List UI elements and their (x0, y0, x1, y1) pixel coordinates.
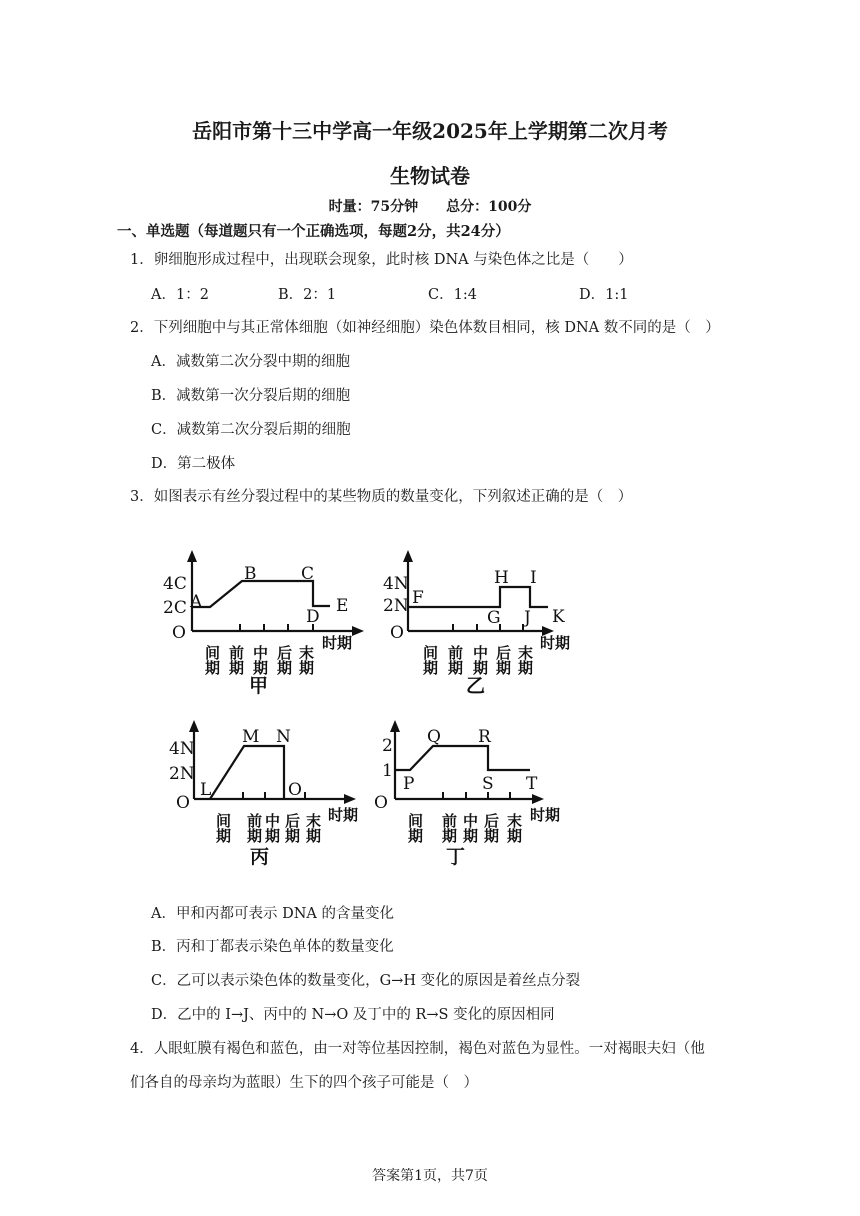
graph-ding-phase-3: 中期 (461, 813, 479, 843)
question-3-stem: 3．如图表示有丝分裂过程中的某些物质的数量变化，下列叙述正确的是（ ） (130, 489, 633, 505)
graph-jia-point-b: B (244, 564, 257, 584)
graph-yi-point-h: H (494, 568, 509, 588)
graph-jia-y-tick-2c: 2C (163, 598, 187, 618)
graph-yi-point-i: I (530, 568, 537, 588)
graph-ding-y-tick-2: 2 (382, 736, 393, 756)
graph-bing-y-tick-4n: 4N (169, 739, 195, 759)
graph-ding-phase-5: 末期 (505, 813, 523, 843)
graph-bing-phase-1: 间期 (214, 813, 232, 843)
graph-jia-y-arrow (187, 550, 197, 562)
exam-subtitle: 生物试卷 (390, 164, 470, 188)
question-4-stem-line2: 们各自的母亲均为蓝眼）生下的四个孩子可能是（ ） (130, 1075, 478, 1091)
question-1-option-a: A．1：2 (151, 287, 209, 303)
graph-yi-phase-4: 后期 (494, 645, 512, 675)
question-1-option-c: C．1:4 (428, 287, 477, 303)
question-3-option-d: D．乙中的 I→J、丙中的 N→O 及丁中的 R→S 变化的原因相同 (151, 1007, 555, 1023)
graph-jia-point-c: C (301, 564, 315, 584)
graph-yi-x-label: 时期 (540, 634, 571, 652)
question-2-option-c: C．减数第二次分裂后期的细胞 (151, 422, 351, 438)
graph-ding-x-label: 时期 (530, 806, 561, 824)
graph-jia-phase-4: 后期 (275, 645, 293, 675)
question-2-stem: 2．下列细胞中与其正常体细胞（如神经细胞）染色体数目相同，核 DNA 数不同的是（ ） (130, 320, 720, 336)
question-1-stem: 1．卵细胞形成过程中，出现联会现象，此时核 DNA 与染色体之比是（ ） (130, 252, 633, 268)
graph-yi-y-tick-2n: 2N (383, 596, 409, 616)
graph-yi-phase-3: 中期 (471, 645, 489, 675)
question-4-stem-line1: 4．人眼虹膜有褐色和蓝色，由一对等位基因控制，褐色对蓝色为显性。一对褐眼夫妇（他 (130, 1041, 705, 1057)
graph-yi-y-tick-4n: 4N (383, 574, 409, 594)
question-1-option-b: B．2：1 (278, 287, 337, 303)
graph-ding-phase-1: 间期 (406, 813, 424, 843)
graph-bing-origin: O (176, 793, 190, 813)
graph-jia (163, 550, 364, 697)
graph-jia-phase-2: 前期 (227, 645, 245, 675)
graph-yi-phase-1: 间期 (421, 645, 439, 675)
graph-bing-phase-4: 后期 (283, 813, 301, 843)
graph-jia-phase-3: 中期 (251, 645, 269, 675)
graph-bing-point-n: N (276, 727, 291, 747)
graph-ding-point-p: P (403, 774, 415, 794)
graph-yi-line (408, 587, 548, 607)
graph-ding-point-q: Q (427, 727, 441, 747)
graph-ding-origin: O (374, 793, 388, 813)
graph-yi-caption: 乙 (466, 675, 486, 697)
graph-bing-phase-2: 前期 (245, 813, 263, 843)
question-2-option-a: A．减数第二次分裂中期的细胞 (151, 354, 350, 370)
graph-yi-point-f: F (412, 588, 424, 608)
graph-yi-phase-5: 末期 (516, 645, 534, 675)
graph-jia-x-label: 时期 (322, 634, 353, 652)
graph-ding-point-r: R (478, 727, 491, 747)
graph-ding-point-s: S (482, 774, 494, 794)
time-score-info: 时量：75分钟 总分：100分 (328, 199, 532, 215)
graph-bing (169, 720, 358, 868)
graph-yi-phase-2: 前期 (446, 645, 464, 675)
graph-ding-phase-2: 前期 (440, 813, 458, 843)
graph-yi-origin: O (390, 623, 404, 643)
graph-jia-phase-1: 间期 (203, 645, 221, 675)
exam-title: 岳阳市第十三中学高一年级2025年上学期第二次月考 (192, 119, 668, 143)
graph-jia-y-tick-4c: 4C (163, 574, 187, 594)
graph-jia-caption: 甲 (249, 675, 269, 697)
question-1-option-d: D．1:1 (579, 287, 629, 303)
question-3-option-b: B．丙和丁都表示染色单体的数量变化 (151, 939, 394, 955)
graph-ding-y-tick-1: 1 (382, 761, 393, 781)
graph-ding (374, 720, 560, 868)
graph-yi-point-k: K (552, 607, 565, 627)
graph-bing-point-l: L (200, 780, 212, 800)
graph-bing-point-m: M (242, 727, 260, 747)
graph-bing-line (210, 746, 284, 799)
question-2-option-d: D．第二极体 (151, 456, 236, 472)
graph-yi (383, 550, 570, 697)
graph-jia-origin: O (172, 623, 186, 643)
graph-ding-line (395, 746, 530, 770)
question-3-option-a: A．甲和丙都可表示 DNA 的含量变化 (151, 906, 394, 922)
graph-ding-point-t: T (526, 774, 538, 794)
graph-jia-x-arrow (352, 626, 364, 636)
graph-bing-x-label: 时期 (328, 806, 359, 824)
section-heading: 一、单选题（每道题只有一个正确选项，每题2分，共24分） (117, 223, 510, 240)
graph-yi-point-j: J (524, 608, 531, 628)
graph-ding-caption: 丁 (446, 846, 466, 868)
graph-jia-line (192, 581, 330, 607)
graph-bing-phase-3: 中期 (263, 813, 281, 843)
graph-jia-point-a: A (190, 592, 203, 612)
graph-jia-point-d: D (306, 607, 320, 627)
graph-jia-point-e: E (336, 596, 349, 616)
graph-ding-phase-4: 后期 (482, 813, 500, 843)
graph-bing-point-o: O (288, 780, 302, 800)
page-footer: 答案第1页，共7页 (372, 1168, 488, 1184)
graph-bing-caption: 丙 (250, 846, 270, 868)
graph-bing-y-tick-2n: 2N (169, 764, 195, 784)
question-2-option-b: B．减数第一次分裂后期的细胞 (151, 388, 351, 404)
question-3-option-c: C．乙可以表示染色体的数量变化，G→H 变化的原因是着丝点分裂 (151, 973, 581, 989)
graph-bing-phase-5: 末期 (304, 813, 322, 843)
graph-yi-point-g: G (487, 608, 501, 628)
graph-jia-phase-5: 末期 (297, 645, 315, 675)
